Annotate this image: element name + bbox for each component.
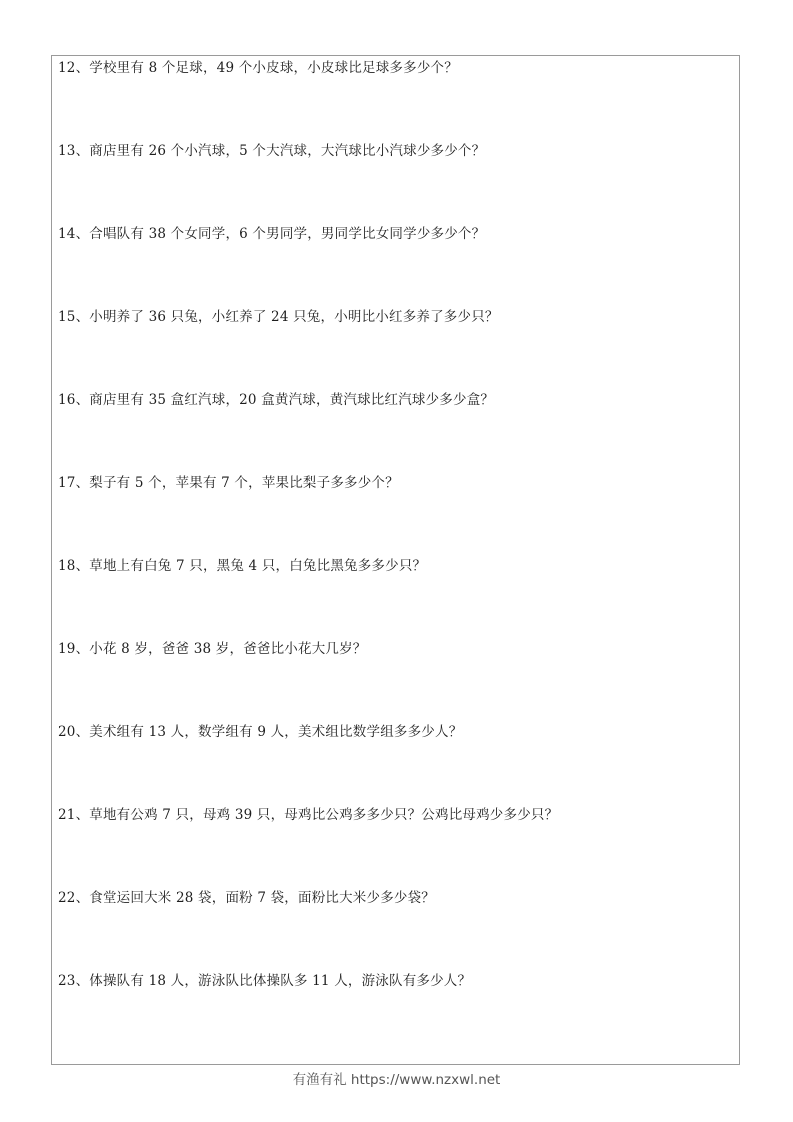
question-23: 23、体操队有 18 人，游泳队比体操队多 11 人，游泳队有多少人？: [58, 973, 472, 989]
worksheet-frame: [51, 55, 740, 1065]
question-19: 19、小花 8 岁，爸爸 38 岁，爸爸比小花大几岁？: [58, 641, 367, 657]
question-17: 17、梨子有 5 个，苹果有 7 个，苹果比梨子多多少个？: [58, 475, 399, 491]
question-16: 16、商店里有 35 盒红汽球，20 盒黄汽球，黄汽球比红汽球少多少盒？: [58, 392, 495, 408]
question-14: 14、合唱队有 38 个女同学，6 个男同学，男同学比女同学少多少个？: [58, 226, 486, 242]
footer-watermark: 有渔有礼 https://www.nzxwl.net: [292, 1072, 501, 1088]
question-20: 20、美术组有 13 人，数学组有 9 人，美术组比数学组多多少人？: [58, 724, 463, 740]
question-12: 12、学校里有 8 个足球，49 个小皮球，小皮球比足球多多少个？: [58, 60, 458, 76]
question-21: 21、草地有公鸡 7 只，母鸡 39 只，母鸡比公鸡多多少只？公鸡比母鸡少多少只？: [58, 807, 559, 823]
question-15: 15、小明养了 36 只兔，小红养了 24 只兔，小明比小红多养了多少只？: [58, 309, 499, 325]
question-13: 13、商店里有 26 个小汽球，5 个大汽球，大汽球比小汽球少多少个？: [58, 143, 486, 159]
question-18: 18、草地上有白兔 7 只，黑兔 4 只，白兔比黑兔多多少只？: [58, 558, 427, 574]
question-22: 22、食堂运回大米 28 袋，面粉 7 袋，面粉比大米少多少袋？: [58, 890, 436, 906]
